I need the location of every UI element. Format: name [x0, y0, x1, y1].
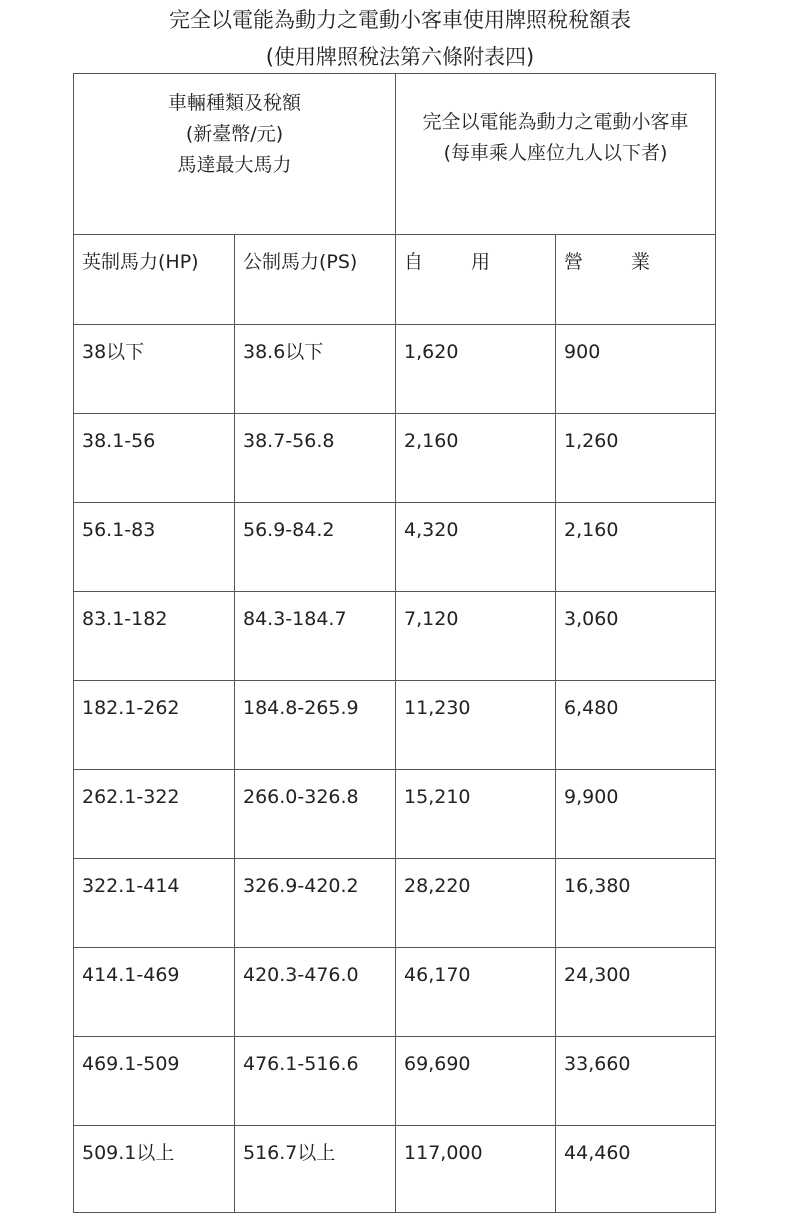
cell-ps-value: 420.3-476.0 — [243, 964, 359, 986]
cell-ps-value: 184.8-265.9 — [243, 697, 359, 719]
cell-commercial-value: 2,160 — [564, 519, 619, 541]
cell-hp-value: 83.1-182 — [82, 608, 168, 630]
cell-commercial-value: 33,660 — [564, 1053, 631, 1075]
cell-private — [396, 770, 556, 859]
cell-commercial — [556, 859, 716, 948]
header-seating-label: (每車乘人座位九人以下者) — [443, 142, 668, 164]
cell-private — [396, 1037, 556, 1126]
column-header-hp-label: 英制馬力(HP) — [82, 251, 199, 273]
cell-commercial — [556, 325, 716, 414]
table-row — [74, 948, 716, 1037]
cell-commercial-value: 3,060 — [564, 608, 619, 630]
cell-private-value: 7,120 — [404, 608, 459, 630]
cell-ps — [235, 770, 396, 859]
cell-ps — [235, 592, 396, 681]
table-row — [74, 592, 716, 681]
table-row — [74, 1126, 716, 1213]
cell-hp-value: 322.1-414 — [82, 875, 180, 897]
cell-commercial — [556, 948, 716, 1037]
cell-private — [396, 325, 556, 414]
cell-private — [396, 503, 556, 592]
column-header-commercial-label: 營業 — [564, 251, 699, 273]
cell-private-value: 1,620 — [404, 341, 459, 363]
cell-hp-value: 414.1-469 — [82, 964, 180, 986]
cell-hp-value: 182.1-262 — [82, 697, 180, 719]
cell-private — [396, 414, 556, 503]
cell-ps — [235, 681, 396, 770]
cell-ps — [235, 948, 396, 1037]
cell-private-value: 4,320 — [404, 519, 459, 541]
cell-ps — [235, 1126, 396, 1213]
cell-private-value: 28,220 — [404, 875, 471, 897]
cell-commercial-value: 1,260 — [564, 430, 619, 452]
cell-ps-value: 84.3-184.7 — [243, 608, 347, 630]
cell-hp-value: 38以下 — [82, 341, 145, 363]
column-header-commercial — [556, 235, 716, 325]
cell-ps — [235, 325, 396, 414]
cell-hp — [74, 592, 235, 681]
table-row — [74, 770, 716, 859]
cell-commercial — [556, 1037, 716, 1126]
header-currency-label: (新臺幣/元) — [185, 123, 284, 145]
cell-commercial — [556, 414, 716, 503]
cell-private — [396, 681, 556, 770]
cell-ps-value: 38.6以下 — [243, 341, 324, 363]
table-row — [74, 414, 716, 503]
cell-hp — [74, 770, 235, 859]
cell-commercial-value: 24,300 — [564, 964, 631, 986]
cell-hp-value: 469.1-509 — [82, 1053, 180, 1075]
cell-private-value: 2,160 — [404, 430, 459, 452]
page-subtitle: (使用牌照稅法第六條附表四) — [265, 45, 535, 69]
table-row — [74, 859, 716, 948]
cell-hp — [74, 503, 235, 592]
header-vehicle-type-label: 車輛種類及稅額 — [168, 92, 302, 114]
table-row — [74, 325, 716, 414]
cell-private-value: 117,000 — [404, 1142, 483, 1164]
cell-commercial — [556, 592, 716, 681]
cell-commercial — [556, 770, 716, 859]
cell-private-value: 69,690 — [404, 1053, 471, 1075]
cell-hp-value: 56.1-83 — [82, 519, 156, 541]
header-vehicle-type-cell — [74, 74, 396, 235]
cell-private — [396, 948, 556, 1037]
cell-ps-value: 56.9-84.2 — [243, 519, 335, 541]
table-row — [74, 681, 716, 770]
cell-hp — [74, 1037, 235, 1126]
cell-commercial-value: 900 — [564, 341, 601, 363]
cell-ps-value: 476.1-516.6 — [243, 1053, 359, 1075]
header-electric-car-cell — [396, 74, 716, 235]
cell-private-value: 15,210 — [404, 786, 471, 808]
cell-ps-value: 266.0-326.8 — [243, 786, 359, 808]
cell-hp — [74, 859, 235, 948]
cell-commercial-value: 44,460 — [564, 1142, 631, 1164]
cell-ps-value: 326.9-420.2 — [243, 875, 359, 897]
cell-private-value: 11,230 — [404, 697, 471, 719]
cell-hp — [74, 414, 235, 503]
column-header-private — [396, 235, 556, 325]
header-electric-car-label: 完全以電能為動力之電動小客車 — [422, 111, 689, 133]
cell-hp — [74, 325, 235, 414]
column-header-private-label: 自用 — [404, 251, 539, 273]
header-max-horsepower-label: 馬達最大馬力 — [177, 154, 292, 176]
cell-commercial-value: 6,480 — [564, 697, 619, 719]
cell-ps — [235, 1037, 396, 1126]
cell-ps — [235, 414, 396, 503]
cell-hp — [74, 948, 235, 1037]
column-header-ps-label: 公制馬力(PS) — [243, 251, 358, 273]
cell-private — [396, 859, 556, 948]
cell-hp-value: 38.1-56 — [82, 430, 156, 452]
tax-rate-table — [73, 73, 716, 1213]
cell-commercial — [556, 1126, 716, 1213]
column-header-hp — [74, 235, 235, 325]
page-title: 完全以電能為動力之電動小客車使用牌照稅稅額表 — [169, 8, 631, 32]
cell-hp — [74, 681, 235, 770]
table-row — [74, 503, 716, 592]
table-header-row — [74, 74, 716, 235]
table-subheader-row — [74, 235, 716, 325]
cell-private-value: 46,170 — [404, 964, 471, 986]
cell-commercial — [556, 681, 716, 770]
cell-ps — [235, 859, 396, 948]
column-header-ps — [235, 235, 396, 325]
cell-ps-value: 38.7-56.8 — [243, 430, 335, 452]
cell-ps-value: 516.7以上 — [243, 1142, 336, 1164]
cell-private — [396, 592, 556, 681]
cell-hp — [74, 1126, 235, 1213]
cell-private — [396, 1126, 556, 1213]
cell-commercial-value: 9,900 — [564, 786, 619, 808]
cell-hp-value: 509.1以上 — [82, 1142, 175, 1164]
table-row — [74, 1037, 716, 1126]
cell-commercial-value: 16,380 — [564, 875, 631, 897]
cell-ps — [235, 503, 396, 592]
cell-commercial — [556, 503, 716, 592]
cell-hp-value: 262.1-322 — [82, 786, 180, 808]
